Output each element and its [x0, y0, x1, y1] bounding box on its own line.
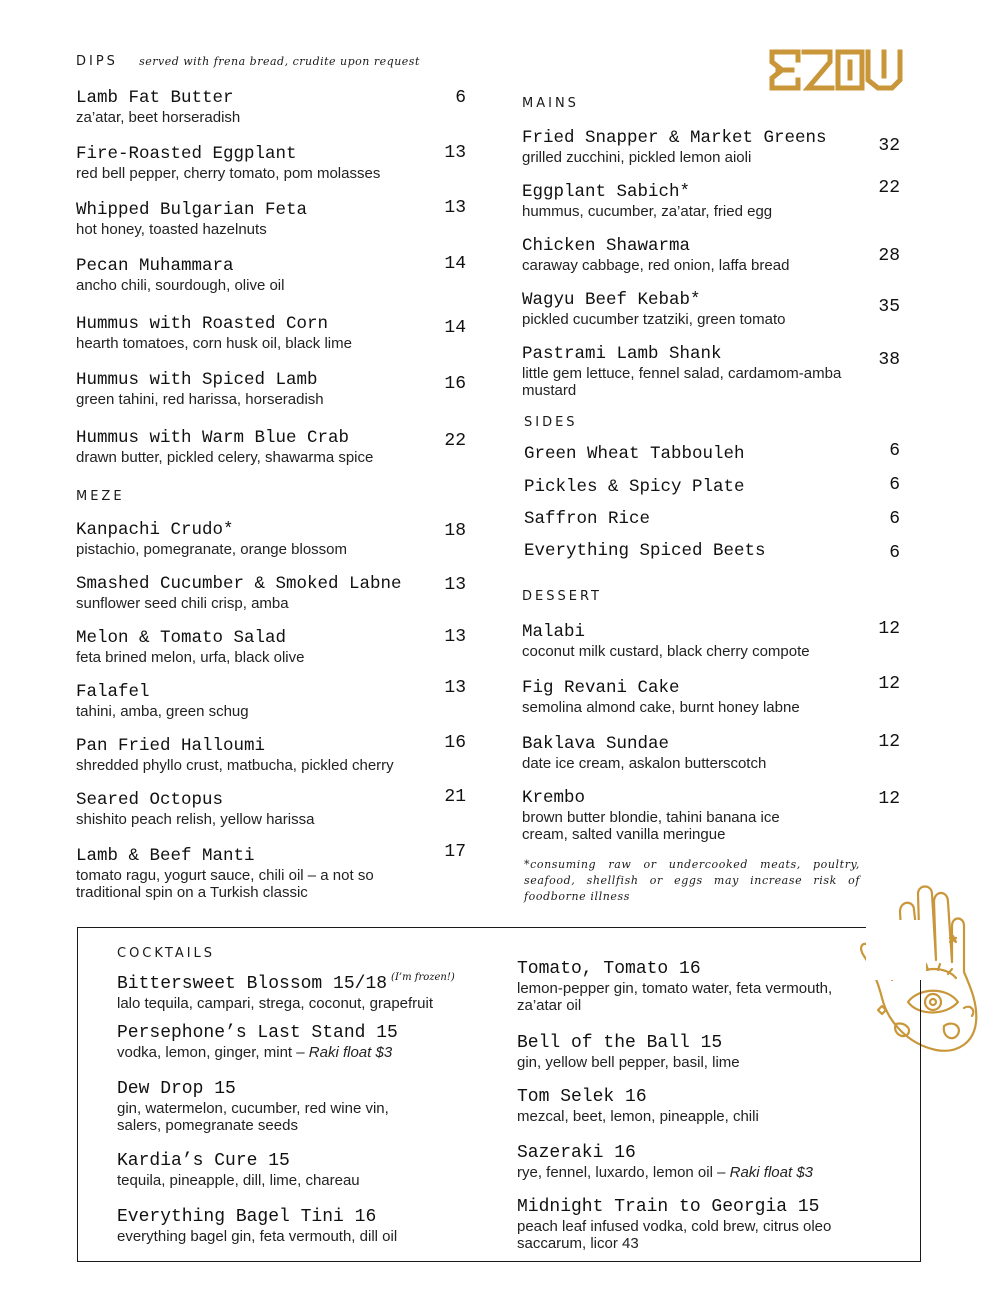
- cocktail-5: [117, 1207, 487, 1245]
- mains-heading: MAINS: [522, 96, 579, 111]
- cocktail-1: [117, 967, 487, 1012]
- dish-description: tahini, amba, green schug: [76, 703, 249, 720]
- dish-name: Hummus with Roasted Corn: [76, 314, 329, 334]
- dish-description: pickled cucumber tzatziki, green tomato: [522, 311, 786, 328]
- dish-description: hot honey, toasted hazelnuts: [76, 221, 267, 238]
- dessert-item-4: [522, 788, 822, 843]
- dish-price: 12: [878, 674, 900, 694]
- dish-name: Hummus with Warm Blue Crab: [76, 428, 350, 448]
- dish-description: grilled zucchini, pickled lemon aioli: [522, 149, 752, 166]
- meze-heading: MEZE: [76, 489, 125, 504]
- dish-name: Hummus with Spiced Lamb: [76, 370, 318, 390]
- meze-item-6: [76, 790, 436, 828]
- ezov-logo-icon: [768, 46, 904, 94]
- dish-price: 14: [444, 318, 466, 338]
- dish-price: 12: [878, 789, 900, 809]
- cocktail-name: Midnight Train to Georgia 15: [517, 1197, 820, 1217]
- dish-name: Baklava Sundae: [522, 734, 670, 754]
- dish-name: Saffron Rice: [524, 509, 651, 529]
- cocktail-9: [517, 1143, 862, 1181]
- dish-name: Fire-Roasted Eggplant: [76, 144, 297, 164]
- dish-price: 16: [444, 374, 466, 394]
- cocktail-name: Tomato, Tomato 16: [517, 959, 701, 979]
- meze-item-7: [76, 846, 426, 901]
- cocktail-ingredients: vodka, lemon, ginger, mint –: [117, 1044, 305, 1061]
- dish-price: 32: [878, 136, 900, 156]
- dish-name: Falafel: [76, 682, 150, 702]
- frozen-note: (I’m frozen!): [391, 972, 455, 983]
- dish-name: Eggplant Sabich*: [522, 182, 691, 202]
- dish-price: 17: [444, 842, 466, 862]
- mains-item-4: [522, 290, 862, 328]
- sides-item-2: [524, 477, 844, 498]
- dish-price: 28: [878, 246, 900, 266]
- cocktail-ingredients: rye, fennel, luxardo, lemon oil –: [517, 1164, 726, 1181]
- cocktail-description: [117, 1044, 487, 1061]
- dish-name: Pastrami Lamb Shank: [522, 344, 722, 364]
- dish-description: sunflower seed chili crisp, amba: [76, 595, 289, 612]
- dish-price: 6: [889, 543, 900, 563]
- cocktail-2: [117, 1023, 487, 1061]
- cocktail-name: Bell of the Ball 15: [517, 1033, 723, 1053]
- dish-name: Fig Revani Cake: [522, 678, 680, 698]
- meze-item-2: [76, 574, 436, 612]
- dips-item-3: [76, 200, 436, 238]
- cocktail-description: tequila, pineapple, dill, lime, chareau: [117, 1172, 360, 1189]
- cocktail-8: [517, 1087, 862, 1125]
- dish-description: za’atar, beet horseradish: [76, 109, 241, 126]
- dish-name: Smashed Cucumber & Smoked Labne: [76, 574, 402, 594]
- dish-price: 12: [878, 732, 900, 752]
- dish-description: hearth tomatoes, corn husk oil, black lime: [76, 335, 352, 352]
- cocktail-name: Persephone’s Last Stand 15: [117, 1023, 398, 1043]
- dessert-item-1: [522, 622, 862, 660]
- dish-name: Lamb Fat Butter: [76, 88, 234, 108]
- dips-item-4: [76, 256, 436, 294]
- dish-description: semolina almond cake, burnt honey labne: [522, 699, 800, 716]
- dish-name: Kanpachi Crudo*: [76, 520, 234, 540]
- dish-price: 35: [878, 297, 900, 317]
- dish-name: Whipped Bulgarian Feta: [76, 200, 308, 220]
- cocktail-6: [517, 959, 862, 1014]
- raki-float-note: Raki float $3: [729, 1164, 814, 1181]
- cocktail-description: [517, 1164, 862, 1181]
- cocktail-name: Dew Drop 15: [117, 1079, 236, 1099]
- dish-price: 13: [444, 627, 466, 647]
- dish-description: date ice cream, askalon butterscotch: [522, 755, 767, 772]
- cocktail-name: Everything Bagel Tini 16: [117, 1207, 377, 1227]
- dish-description: drawn butter, pickled celery, shawarma spice: [76, 449, 374, 466]
- dips-item-1: [76, 88, 436, 126]
- dips-item-6: [76, 370, 436, 408]
- dish-description: tomato ragu, yogurt sauce, chili oil – a not so traditional spin on a Turkish classic: [76, 867, 374, 901]
- sides-item-3: [524, 509, 844, 530]
- raw-food-disclaimer: *consuming raw or undercooked meats, poultry, seafood, shellfish or eggs may increase risk of foodborne illness: [524, 858, 860, 903]
- dips-note: served with frena bread, crudite upon request: [139, 55, 420, 68]
- meze-item-4: [76, 682, 436, 720]
- dish-price: 21: [444, 787, 466, 807]
- dish-price: 18: [444, 521, 466, 541]
- cocktail-name: [117, 967, 487, 995]
- dish-description: shredded phyllo crust, matbucha, pickled cherry: [76, 757, 394, 774]
- dish-price: 13: [444, 575, 466, 595]
- dish-name: Malabi: [522, 622, 586, 642]
- dips-item-7: [76, 428, 436, 466]
- dish-name: Seared Octopus: [76, 790, 224, 810]
- mains-item-5: [522, 344, 842, 399]
- dish-price: 13: [444, 678, 466, 698]
- dish-name: Krembo: [522, 788, 586, 808]
- dessert-item-2: [522, 678, 862, 716]
- dish-name: Melon & Tomato Salad: [76, 628, 287, 648]
- dish-name: Wagyu Beef Kebab*: [522, 290, 701, 310]
- raki-float-note: Raki float $3: [308, 1044, 393, 1061]
- dish-price: 22: [444, 431, 466, 451]
- dish-description: hummus, cucumber, za’atar, fried egg: [522, 203, 773, 220]
- dish-price: 13: [444, 143, 466, 163]
- cocktail-3: [117, 1079, 437, 1134]
- meze-item-5: [76, 736, 436, 774]
- dips-title: DIPS: [76, 54, 118, 69]
- dips-item-5: [76, 314, 436, 352]
- dish-description: coconut milk custard, black cherry compote: [522, 643, 810, 660]
- dish-description: caraway cabbage, red onion, laffa bread: [522, 257, 790, 274]
- dish-description: green tahini, red harissa, horseradish: [76, 391, 324, 408]
- sides-item-4: [524, 541, 844, 562]
- mains-item-3: [522, 236, 862, 274]
- dish-price: 13: [444, 198, 466, 218]
- cocktail-description: peach leaf infused vodka, cold brew, citrus oleo saccarum, licor 43: [517, 1218, 832, 1252]
- cocktail-description: gin, watermelon, cucumber, red wine vin, salers, pomegranate seeds: [117, 1100, 389, 1134]
- cocktail-name-text: Bittersweet Blossom 15/18: [117, 974, 388, 994]
- cocktail-name: Sazeraki 16: [517, 1143, 636, 1163]
- cocktail-name: Kardia’s Cure 15: [117, 1151, 290, 1171]
- dessert-item-3: [522, 734, 862, 772]
- dish-price: 6: [455, 88, 466, 108]
- dish-name: Everything Spiced Beets: [524, 541, 766, 561]
- cocktails-heading: COCKTAILS: [117, 946, 216, 961]
- cocktail-description: gin, yellow bell pepper, basil, lime: [517, 1054, 740, 1071]
- dish-price: 6: [889, 441, 900, 461]
- sides-heading: SIDES: [524, 415, 578, 430]
- cocktail-name: Tom Selek 16: [517, 1087, 647, 1107]
- dessert-heading: DESSERT: [522, 589, 602, 604]
- brand-logo: [768, 46, 904, 94]
- cocktail-description: lemon-pepper gin, tomato water, feta vermouth, za’atar oil: [517, 980, 833, 1014]
- dish-name: Pickles & Spicy Plate: [524, 477, 745, 497]
- mains-item-1: [522, 128, 862, 166]
- dish-price: 16: [444, 733, 466, 753]
- dish-description: shishito peach relish, yellow harissa: [76, 811, 315, 828]
- dish-description: red bell pepper, cherry tomato, pom molasses: [76, 165, 381, 182]
- cocktail-description: mezcal, beet, lemon, pineapple, chili: [517, 1108, 759, 1125]
- dish-name: Lamb & Beef Manti: [76, 846, 255, 866]
- dish-price: 12: [878, 619, 900, 639]
- dips-heading: [76, 54, 420, 69]
- dish-description: brown butter blondie, tahini banana ice cream, salted vanilla meringue: [522, 809, 780, 843]
- dish-description: ancho chili, sourdough, olive oil: [76, 277, 285, 294]
- sides-item-1: [524, 444, 844, 465]
- mains-item-2: [522, 182, 862, 220]
- dish-description: pistachio, pomegranate, orange blossom: [76, 541, 347, 558]
- dish-price: 38: [878, 350, 900, 370]
- dips-item-2: [76, 144, 436, 182]
- cocktail-description: lalo tequila, campari, strega, coconut, grapefruit: [117, 995, 434, 1012]
- dish-price: 6: [889, 509, 900, 529]
- dish-name: Pan Fried Halloumi: [76, 736, 266, 756]
- cocktail-10: [517, 1197, 862, 1252]
- dish-description: feta brined melon, urfa, black olive: [76, 649, 305, 666]
- dish-name: Green Wheat Tabbouleh: [524, 444, 745, 464]
- dish-name: Chicken Shawarma: [522, 236, 691, 256]
- dish-name: Pecan Muhammara: [76, 256, 234, 276]
- meze-item-3: [76, 628, 436, 666]
- dish-description: little gem lettuce, fennel salad, cardamom-amba mustard: [522, 365, 842, 399]
- dish-name: Fried Snapper & Market Greens: [522, 128, 827, 148]
- cocktail-4: [117, 1151, 487, 1189]
- dish-price: 14: [444, 254, 466, 274]
- cocktail-description: everything bagel gin, feta vermouth, dill oil: [117, 1228, 398, 1245]
- box-gap-mask: [866, 920, 926, 980]
- dish-price: 6: [889, 475, 900, 495]
- dish-price: 22: [878, 178, 900, 198]
- meze-item-1: [76, 520, 436, 558]
- cocktail-7: [517, 1033, 862, 1071]
